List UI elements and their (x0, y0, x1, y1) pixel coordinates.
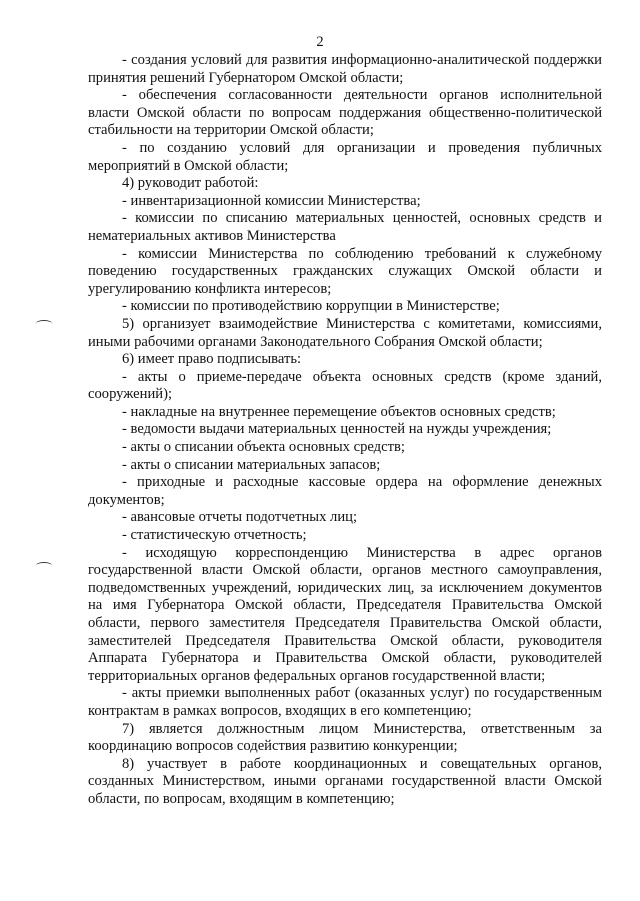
paragraph: - комиссии по противодействию коррупции в Министерстве; (122, 298, 500, 315)
paragraph: - ведомости выдачи материальных ценностей на нужды учреждения; (122, 421, 552, 438)
paragraph: 5) организует взаимодействие Министерства с комитетами, комиссиями, иными рабочими органами Законодательного Собрания Омской области; (88, 315, 602, 350)
paragraph: 8) участвует в работе координационных и совещательных органов, созданных Министерством, иными органами государственной власти Омской области, по вопросам, входящим в компетенцию; (88, 755, 602, 807)
paragraph: - акты о списании материальных запасов; (122, 456, 381, 473)
paragraph: - акты о приеме-передаче объекта основных средств (кроме зданий, сооружений); (88, 368, 602, 403)
paragraph: - обеспечения согласованности деятельности органов исполнительной власти Омской области по вопросам поддержания общественно-политической стабильности на территории Омской области; (88, 87, 602, 139)
paragraph: - акты приемки выполненных работ (оказанных услуг) по государственным контрактам в рамках вопросов, входящих в его компетенцию; (88, 685, 602, 719)
paragraph: - по созданию условий для организации и проведения публичных мероприятий в Омской области; (88, 139, 602, 174)
paragraph: - статистическую отчетность; (122, 527, 307, 544)
paragraph: - авансовые отчеты подотчетных лиц; (122, 509, 358, 526)
paragraph: - комиссии Министерства по соблюдению требований к служебному поведению государственных гражданских служащих Омской области и урегулированию конфликта интересов; (88, 245, 602, 297)
paragraph: 4) руководит работой: (122, 175, 259, 192)
paragraph: - акты о списании объекта основных средств; (122, 439, 405, 456)
document-body (88, 52, 602, 809)
page-number: 2 (316, 34, 324, 50)
binding-mark-upper (36, 320, 52, 327)
paragraph: - инвентаризационной комиссии Министерства; (122, 192, 421, 209)
paragraph: - приходные и расходные кассовые ордера на оформление денежных документов; (88, 474, 602, 508)
paragraph: 7) является должностным лицом Министерства, ответственным за координацию вопросов содействия развитию конкуренции; (88, 720, 602, 755)
paragraph: 6) имеет право подписывать: (122, 351, 302, 368)
paragraph: - создания условий для развития информационно-аналитической поддержки принятия решений Губернатором Омской области; (88, 52, 602, 86)
paragraph: - комиссии по списанию материальных ценностей, основных средств и нематериальных активов Министерства (88, 210, 602, 244)
paragraph: - накладные на внутреннее перемещение объектов основных средств; (122, 403, 556, 420)
binding-mark-lower (36, 562, 52, 569)
paragraph: - исходящую корреспонденцию Министерства в адрес органов государственной власти Омской области, органов местного самоуправления, подведомственных учреждений, юридических лиц, за исключением документов на имя Губернатора Омской области, Председателя Правительства Омской области, первого заместителя Председателя Правительства Омской области, заместителей Председателя Правительства Омской области, руководителя Аппарата Губернатора и Правительства Омской области, руководителей территориальных органов федеральных органов государственной власти; (88, 544, 602, 684)
